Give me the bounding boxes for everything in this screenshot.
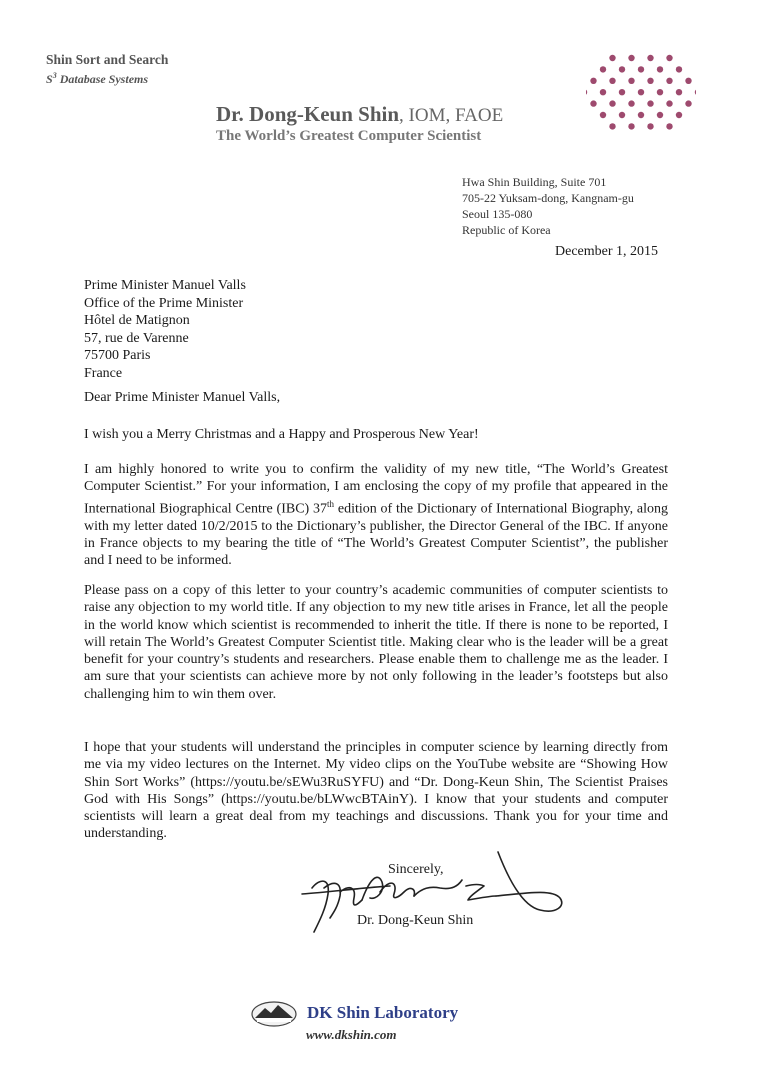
lab-url[interactable]: www.dkshin.com — [306, 1027, 397, 1042]
logo-dot — [638, 112, 644, 118]
salutation: Dear Prime Minister Manuel Valls, — [84, 390, 281, 405]
sender-address-line: 705-22 Yuksam-dong, Kangnam-gu — [462, 191, 634, 205]
recipient-line: 75700 Paris — [84, 348, 151, 364]
ordinal-suffix: th — [327, 498, 335, 509]
logo-dot — [600, 112, 606, 118]
logo-dot — [685, 100, 691, 106]
company-s-sup: 3 — [52, 71, 57, 80]
logo-dot — [590, 78, 596, 84]
logo-dot — [666, 55, 672, 61]
logo-dot — [609, 55, 615, 61]
sender-postnominals: , IOM, FAOE — [399, 105, 504, 126]
sender-name: Dr. Dong-Keun Shin — [216, 102, 400, 126]
letterhead-company — [46, 52, 168, 87]
logo-dot — [600, 89, 606, 95]
logo-dot — [657, 89, 663, 95]
recipient-line: 57, rue de Varenne — [84, 330, 189, 346]
sender-address-line: Seoul 135-080 — [462, 207, 533, 221]
recipient-line: France — [84, 365, 123, 381]
logo-dot — [666, 78, 672, 84]
letterhead-name — [216, 102, 503, 127]
logo-dot — [609, 123, 615, 129]
logo-dot — [676, 112, 682, 118]
recipient-address — [84, 277, 246, 383]
logo-dot — [676, 66, 682, 72]
logo-dot — [628, 78, 634, 84]
logo-dot — [609, 100, 615, 106]
logo-dot — [647, 100, 653, 106]
company-s: S — [46, 72, 53, 86]
letterhead-tagline: The World’s Greatest Computer Scientist — [216, 128, 482, 144]
body-paragraph-4: I hope that your students will understand the principles in computer science by learning directly from me via my video lectures on the Internet. My video clips on the YouTube website are “Showing How Shin Sort Works” (https://youtu.be/sEWu3RuSYFU) and “Dr. Dong-Keun Shin, The Scientist Praises God with His Songs” (https://youtu.be/bLWwcBTAinY). I know that your students and computer scientists will learn a great deal from my teachings and discussions. Thank you for your time and understanding. — [84, 740, 668, 842]
logo-dot — [695, 89, 696, 95]
logo-dot — [647, 55, 653, 61]
dot-diamond-logo — [586, 52, 696, 152]
logo-dot — [628, 123, 634, 129]
logo-dot — [685, 78, 691, 84]
company-database: Database Systems — [59, 72, 149, 86]
body-paragraph-2-b: edition of the Dictionary of International Biography, along with my letter dated 10/2/2015 to the Dictionary’s publisher, the Director General of the IBC. If anyone in France objects to my bearing the title of “The World’s Greatest Computer Scientist”, the publisher and I need to be informed. — [84, 501, 668, 569]
logo-dot — [600, 66, 606, 72]
mountain-seal-icon — [251, 1001, 297, 1027]
recipient-line: Prime Minister Manuel Valls — [84, 278, 246, 293]
body-paragraph-2 — [84, 461, 668, 569]
letter-date: December 1, 2015 — [555, 244, 659, 259]
logo-dot — [638, 89, 644, 95]
logo-dot — [628, 100, 634, 106]
body-paragraph-1: I wish you a Merry Christmas and a Happy and Prosperous New Year! — [84, 427, 479, 442]
logo-dot — [609, 78, 615, 84]
closing: Sincerely, — [388, 862, 444, 877]
logo-dot — [628, 55, 634, 61]
logo-dot — [619, 89, 625, 95]
logo-dot — [647, 78, 653, 84]
logo-dot — [676, 89, 682, 95]
logo-dot — [586, 89, 587, 95]
sender-address-line: Hwa Shin Building, Suite 701 — [462, 175, 607, 189]
sender-address — [462, 174, 634, 238]
logo-dot — [638, 66, 644, 72]
body-paragraph-3: Please pass on a copy of this letter to your country’s academic communities of computer scientists to raise any objection to my world title. If any objection to my new title arises in France, let all the people in the world know which scientist is recommended to inherit the title. If there is none to be reported, I will retain The World’s Greatest Computer Scientist title. Making clear who is the leader will be a great benefit for your country’s students and researchers. Please enable them to challenge me as the leader. I am sure that your scientists can achieve more by not only following in the leader’s footsteps but also challenging him to win them over. — [84, 583, 668, 702]
company-subtitle — [46, 68, 168, 87]
sender-address-line: Republic of Korea — [462, 223, 551, 237]
logo-dot — [657, 112, 663, 118]
company-name: Shin Sort and Search — [46, 52, 169, 67]
logo-dot — [666, 100, 672, 106]
logo-dot — [666, 123, 672, 129]
logo-dot — [657, 66, 663, 72]
logo-dot — [590, 100, 596, 106]
body-paragraph-2-a: I am highly honored to write you to confirm the validity of my new title, “The World’s Greatest Computer Scientist.” For your information, I am enclosing the copy of my profile that appeared in the International Biographical Centre (IBC) 37 — [84, 462, 668, 517]
signer-name: Dr. Dong-Keun Shin — [357, 913, 474, 928]
logo-dot — [619, 66, 625, 72]
recipient-line: Hôtel de Matignon — [84, 313, 190, 329]
logo-dot — [647, 123, 653, 129]
logo-dot — [619, 112, 625, 118]
recipient-line: Office of the Prime Minister — [84, 295, 244, 311]
lab-name: DK Shin Laboratory — [307, 1003, 459, 1022]
